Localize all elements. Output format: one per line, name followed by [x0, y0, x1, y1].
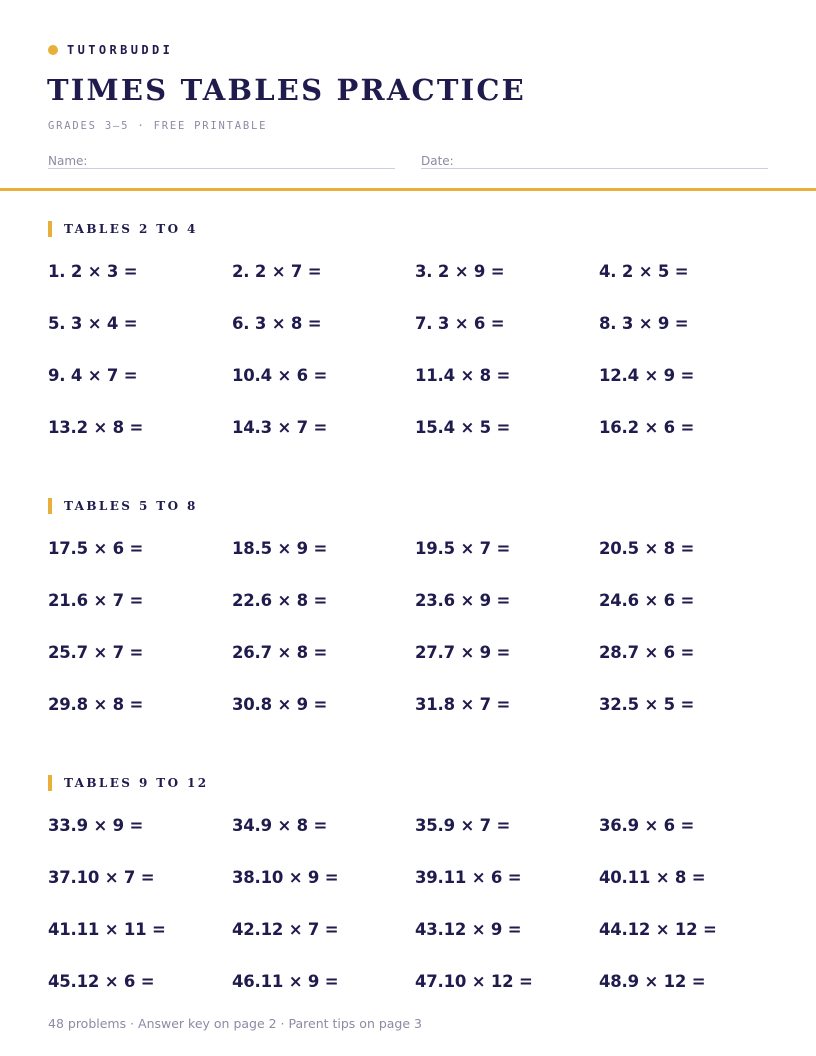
- problem-text: 8. 3 × 9 =: [599, 313, 689, 333]
- problem-item: [232, 865, 342, 889]
- problem-text: 45.12 × 6 =: [48, 971, 155, 991]
- problem-text: 28.7 × 6 =: [599, 642, 695, 662]
- problem-text: 5. 3 × 4 =: [48, 313, 138, 333]
- section-title: TABLES 9 TO 12: [64, 776, 209, 790]
- problem-item: [415, 536, 514, 560]
- problem-item: [599, 917, 721, 941]
- problem-text: 43.12 × 9 =: [415, 919, 522, 939]
- problem-text: 12.4 × 9 =: [599, 365, 695, 385]
- problem-item: [599, 969, 709, 993]
- problem-text: 13.2 × 8 =: [48, 417, 144, 437]
- problem-text: 6. 3 × 8 =: [232, 313, 322, 333]
- problem-text: 40.11 × 8 =: [599, 867, 706, 887]
- problem-item: [415, 363, 514, 387]
- problem-text: 11.4 × 8 =: [415, 365, 511, 385]
- problem-item: [232, 536, 331, 560]
- problem-text: 17.5 × 6 =: [48, 538, 144, 558]
- problem-item: [232, 969, 342, 993]
- problem-item: [599, 865, 709, 889]
- section-accent-bar: [48, 498, 52, 514]
- problem-text: 46.11 × 9 =: [232, 971, 339, 991]
- header-divider: [0, 188, 816, 191]
- problem-text: 36.9 × 6 =: [599, 815, 695, 835]
- problem-text: 14.3 × 7 =: [232, 417, 328, 437]
- problem-text: 4. 2 × 5 =: [599, 261, 689, 281]
- problem-item: [599, 259, 692, 283]
- problem-item: [599, 813, 698, 837]
- problem-item: [232, 415, 331, 439]
- name-label: Name:: [48, 154, 88, 168]
- problem-item: [48, 813, 147, 837]
- problem-text: 25.7 × 7 =: [48, 642, 144, 662]
- problem-item: [232, 917, 342, 941]
- problem-item: [415, 969, 537, 993]
- problem-item: [48, 865, 158, 889]
- problem-item: [48, 311, 141, 335]
- problem-item: [232, 588, 331, 612]
- brand-dot-icon: [48, 45, 58, 55]
- page-subtitle: GRADES 3–5 · FREE PRINTABLE: [48, 120, 268, 132]
- problem-text: 47.10 × 12 =: [415, 971, 533, 991]
- date-label: Date:: [421, 154, 454, 168]
- problem-text: 34.9 × 8 =: [232, 815, 328, 835]
- problem-item: [415, 415, 514, 439]
- problem-text: 22.6 × 8 =: [232, 590, 328, 610]
- brand: [48, 43, 173, 57]
- problem-item: [232, 259, 325, 283]
- problem-text: 10.4 × 6 =: [232, 365, 328, 385]
- brand-name: TUTORBUDDI: [67, 43, 174, 57]
- problem-item: [232, 363, 331, 387]
- problem-item: [599, 692, 698, 716]
- section-title: TABLES 2 TO 4: [64, 222, 198, 236]
- problem-text: 31.8 × 7 =: [415, 694, 511, 714]
- problem-text: 9. 4 × 7 =: [48, 365, 138, 385]
- problem-item: [415, 865, 525, 889]
- problem-text: 41.11 × 11 =: [48, 919, 166, 939]
- date-field[interactable]: [421, 150, 768, 169]
- problem-text: 24.6 × 6 =: [599, 590, 695, 610]
- problem-item: [599, 363, 698, 387]
- section-title: TABLES 5 TO 8: [64, 499, 198, 513]
- footer-note: 48 problems · Answer key on page 2 · Parent tips on page 3: [48, 1016, 422, 1031]
- problem-text: 15.4 × 5 =: [415, 417, 511, 437]
- problem-item: [48, 588, 147, 612]
- problem-item: [599, 536, 698, 560]
- problem-item: [48, 692, 147, 716]
- page-title: TIMES TABLES PRACTICE: [47, 73, 526, 107]
- problem-item: [48, 415, 147, 439]
- problem-item: [599, 588, 698, 612]
- problem-text: 16.2 × 6 =: [599, 417, 695, 437]
- problem-item: [415, 259, 508, 283]
- problem-item: [48, 536, 147, 560]
- problem-text: 38.10 × 9 =: [232, 867, 339, 887]
- problem-item: [232, 311, 325, 335]
- problem-text: 37.10 × 7 =: [48, 867, 155, 887]
- section-accent-bar: [48, 775, 52, 791]
- problem-text: 27.7 × 9 =: [415, 642, 511, 662]
- problem-text: 29.8 × 8 =: [48, 694, 144, 714]
- problem-item: [48, 969, 158, 993]
- problem-text: 7. 3 × 6 =: [415, 313, 505, 333]
- problem-text: 23.6 × 9 =: [415, 590, 511, 610]
- problem-text: 2. 2 × 7 =: [232, 261, 322, 281]
- problem-text: 1. 2 × 3 =: [48, 261, 138, 281]
- problem-item: [232, 813, 331, 837]
- problem-text: 21.6 × 7 =: [48, 590, 144, 610]
- problem-text: 26.7 × 8 =: [232, 642, 328, 662]
- problem-text: 19.5 × 7 =: [415, 538, 511, 558]
- problem-item: [232, 692, 331, 716]
- problem-item: [599, 311, 692, 335]
- problem-item: [415, 640, 514, 664]
- problem-item: [415, 588, 514, 612]
- problem-item: [48, 917, 170, 941]
- problem-item: [415, 917, 525, 941]
- problem-text: 44.12 × 12 =: [599, 919, 717, 939]
- problem-item: [48, 363, 141, 387]
- problem-text: 48.9 × 12 =: [599, 971, 706, 991]
- problem-item: [415, 311, 508, 335]
- problem-text: 35.9 × 7 =: [415, 815, 511, 835]
- problem-item: [232, 640, 331, 664]
- problem-text: 3. 2 × 9 =: [415, 261, 505, 281]
- problem-text: 39.11 × 6 =: [415, 867, 522, 887]
- problem-item: [599, 415, 698, 439]
- problem-text: 18.5 × 9 =: [232, 538, 328, 558]
- problem-item: [48, 259, 141, 283]
- name-field[interactable]: [48, 150, 395, 169]
- problem-item: [48, 640, 147, 664]
- problem-item: [415, 692, 514, 716]
- problem-text: 42.12 × 7 =: [232, 919, 339, 939]
- problem-text: 30.8 × 9 =: [232, 694, 328, 714]
- problem-item: [415, 813, 514, 837]
- problem-text: 20.5 × 8 =: [599, 538, 695, 558]
- section-accent-bar: [48, 221, 52, 237]
- problem-text: 32.5 × 5 =: [599, 694, 695, 714]
- problem-item: [599, 640, 698, 664]
- problem-text: 33.9 × 9 =: [48, 815, 144, 835]
